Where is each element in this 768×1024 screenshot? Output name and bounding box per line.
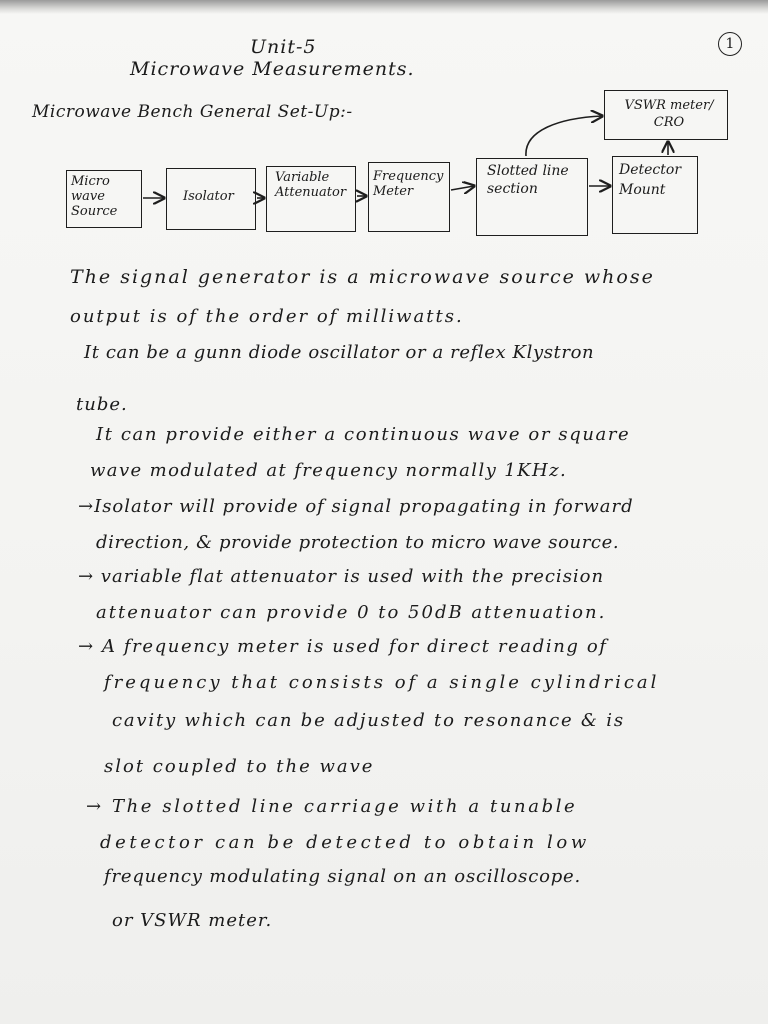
note-line-16: detector can be detected to obtain low	[100, 832, 590, 853]
block-isolator: Isolator	[166, 168, 256, 230]
block-detector-mount: Detector Mount	[612, 156, 698, 234]
note-line-5: It can provide either a continuous wave or square	[96, 424, 631, 445]
page-number: 1	[718, 32, 742, 56]
note-line-1: The signal generator is a microwave source whose	[70, 266, 655, 288]
note-line-17: frequency modulating signal on an oscilloscope.	[104, 866, 582, 887]
note-line-10: attenuator can provide 0 to 50dB attenuation.	[96, 602, 607, 623]
note-line-11: → A frequency meter is used for direct reading of	[78, 636, 608, 657]
bench-setup-heading: Microwave Bench General Set-Up:-	[32, 102, 353, 122]
page-title: Microwave Measurements.	[130, 58, 415, 80]
note-line-14: slot coupled to the wave	[104, 756, 375, 777]
note-line-9: → variable flat attenuator is used with the precision	[78, 566, 605, 587]
note-line-12: frequency that consists of a single cylindrical	[104, 672, 660, 693]
note-line-2: output is of the order of milliwatts.	[70, 306, 464, 327]
block-vswr-meter-cro: VSWR meter/ CRO	[604, 90, 728, 140]
note-line-13: cavity which can be adjusted to resonance & is	[112, 710, 625, 731]
block-variable-attenuator: Variable Attenuator	[266, 166, 356, 232]
block-microwave-source: Micro wave Source	[66, 170, 142, 228]
unit-heading: Unit-5	[250, 36, 317, 58]
note-line-18: or VSWR meter.	[112, 910, 273, 931]
note-line-6: wave modulated at frequency normally 1KHz.	[90, 460, 568, 481]
note-line-15: → The slotted line carriage with a tunable	[86, 796, 578, 817]
note-line-4: tube.	[76, 394, 128, 415]
block-frequency-meter: Frequency Meter	[368, 162, 450, 232]
note-line-7: →Isolator will provide of signal propagating in forward	[78, 496, 634, 517]
note-line-3: It can be a gunn diode oscillator or a reflex Klystron	[84, 342, 595, 363]
note-line-8: direction, & provide protection to micro wave source.	[96, 532, 620, 553]
block-slotted-line-section: Slotted line section	[476, 158, 588, 236]
